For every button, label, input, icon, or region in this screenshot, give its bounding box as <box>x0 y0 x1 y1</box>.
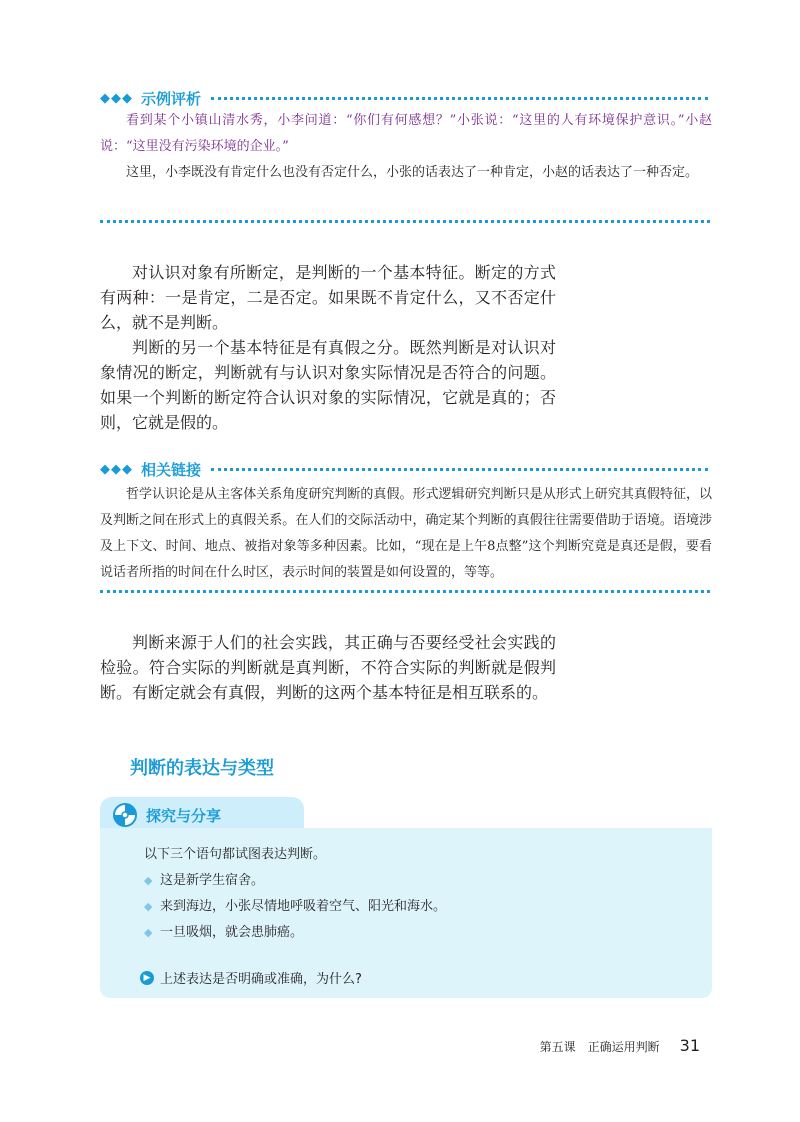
section-title: 判断的表达与类型 <box>130 758 274 779</box>
main-text-block-1 <box>100 260 556 435</box>
inquiry-icon <box>112 802 138 828</box>
example-box-title: 示例评析 <box>141 89 202 108</box>
inquiry-item <box>144 920 692 946</box>
example-text: 看到某个小镇山清水秀，小李问道：“你们有何感想？”小张说：“这里的人有环境保护意识。”小赵说：“这里没有污染环境的企业。” <box>100 113 712 154</box>
inquiry-question <box>140 968 362 987</box>
link-box-title: 相关链接 <box>141 460 202 479</box>
diamond-icons: ◆◆◆ <box>100 90 133 106</box>
inquiry-box <box>100 828 712 998</box>
page-footer <box>540 1036 700 1055</box>
inquiry-item <box>144 894 692 920</box>
example-box-bottom-line <box>100 220 710 223</box>
inquiry-question-text: 上述表达是否明确或准确，为什么? <box>160 972 362 987</box>
example-analysis: 这里，小李既没有肯定什么也没有否定什么，小张的话表达了一种肯定，小赵的话表达了一种否定。 <box>126 165 699 180</box>
inquiry-content <box>144 842 692 946</box>
inquiry-item <box>144 868 692 894</box>
bullet-diamond-icon: ◆ <box>144 900 153 913</box>
diamond-icons: ◆◆◆ <box>100 461 133 477</box>
play-arrow-icon: ▶ <box>140 971 154 985</box>
inquiry-item-text: 一旦吸烟，就会患肺癌。 <box>160 925 304 940</box>
example-box-header <box>100 88 708 108</box>
link-box-header <box>100 459 708 479</box>
dotted-divider <box>211 468 708 471</box>
lesson-title: 第五课 正确运用判断 <box>539 1040 660 1054</box>
paragraph-3: 判断来源于人们的社会实践，其正确与否要经受社会实践的检验。符合实际的判断就是真判断，不符合实际的判断就是假判断。有断定就会有真假，判断的这两个基本特征是相互联系的。 <box>100 633 556 702</box>
inquiry-title: 探究与分享 <box>146 806 222 825</box>
dotted-divider <box>211 97 708 100</box>
link-text: 哲学认识论是从主客体关系角度研究判断的真假。形式逻辑研究判断只是从形式上研究其真假特征，以及判断之间在形式上的真假关系。在人们的交际活动中，确定某个判断的真假往往需要借助于语境。语境涉及上下文、时间、地点、被指对象等多种因素。比如，“现在是上午8点整”这个判断究竟是真还是假，要看说话者所指的时间在什么时区，表示时间的装置是如何设置的，等等。 <box>100 487 712 580</box>
bullet-diamond-icon: ◆ <box>144 926 153 939</box>
paragraph-2: 判断的另一个基本特征是有真假之分。既然判断是对认识对象情况的断定，判断就有与认识对象实际情况是否符合的问题。如果一个判断的断定符合认识对象的实际情况，它就是真的；否则，它就是假的。 <box>100 338 556 432</box>
main-text-block-2 <box>100 630 556 705</box>
paragraph-1: 对认识对象有所断定，是判断的一个基本特征。断定的方式有两种：一是肯定，二是否定。如果既不肯定什么，又不否定什么，就不是判断。 <box>100 263 556 332</box>
inquiry-intro: 以下三个语句都试图表达判断。 <box>144 847 327 862</box>
inquiry-item-text: 这是新学生宿舍。 <box>160 873 265 888</box>
bullet-diamond-icon: ◆ <box>144 874 153 887</box>
inquiry-item-text: 来到海边，小张尽情地呼吸着空气、阳光和海水。 <box>160 899 447 914</box>
page-number: 31 <box>679 1036 700 1055</box>
link-box-bottom-line <box>100 590 710 593</box>
